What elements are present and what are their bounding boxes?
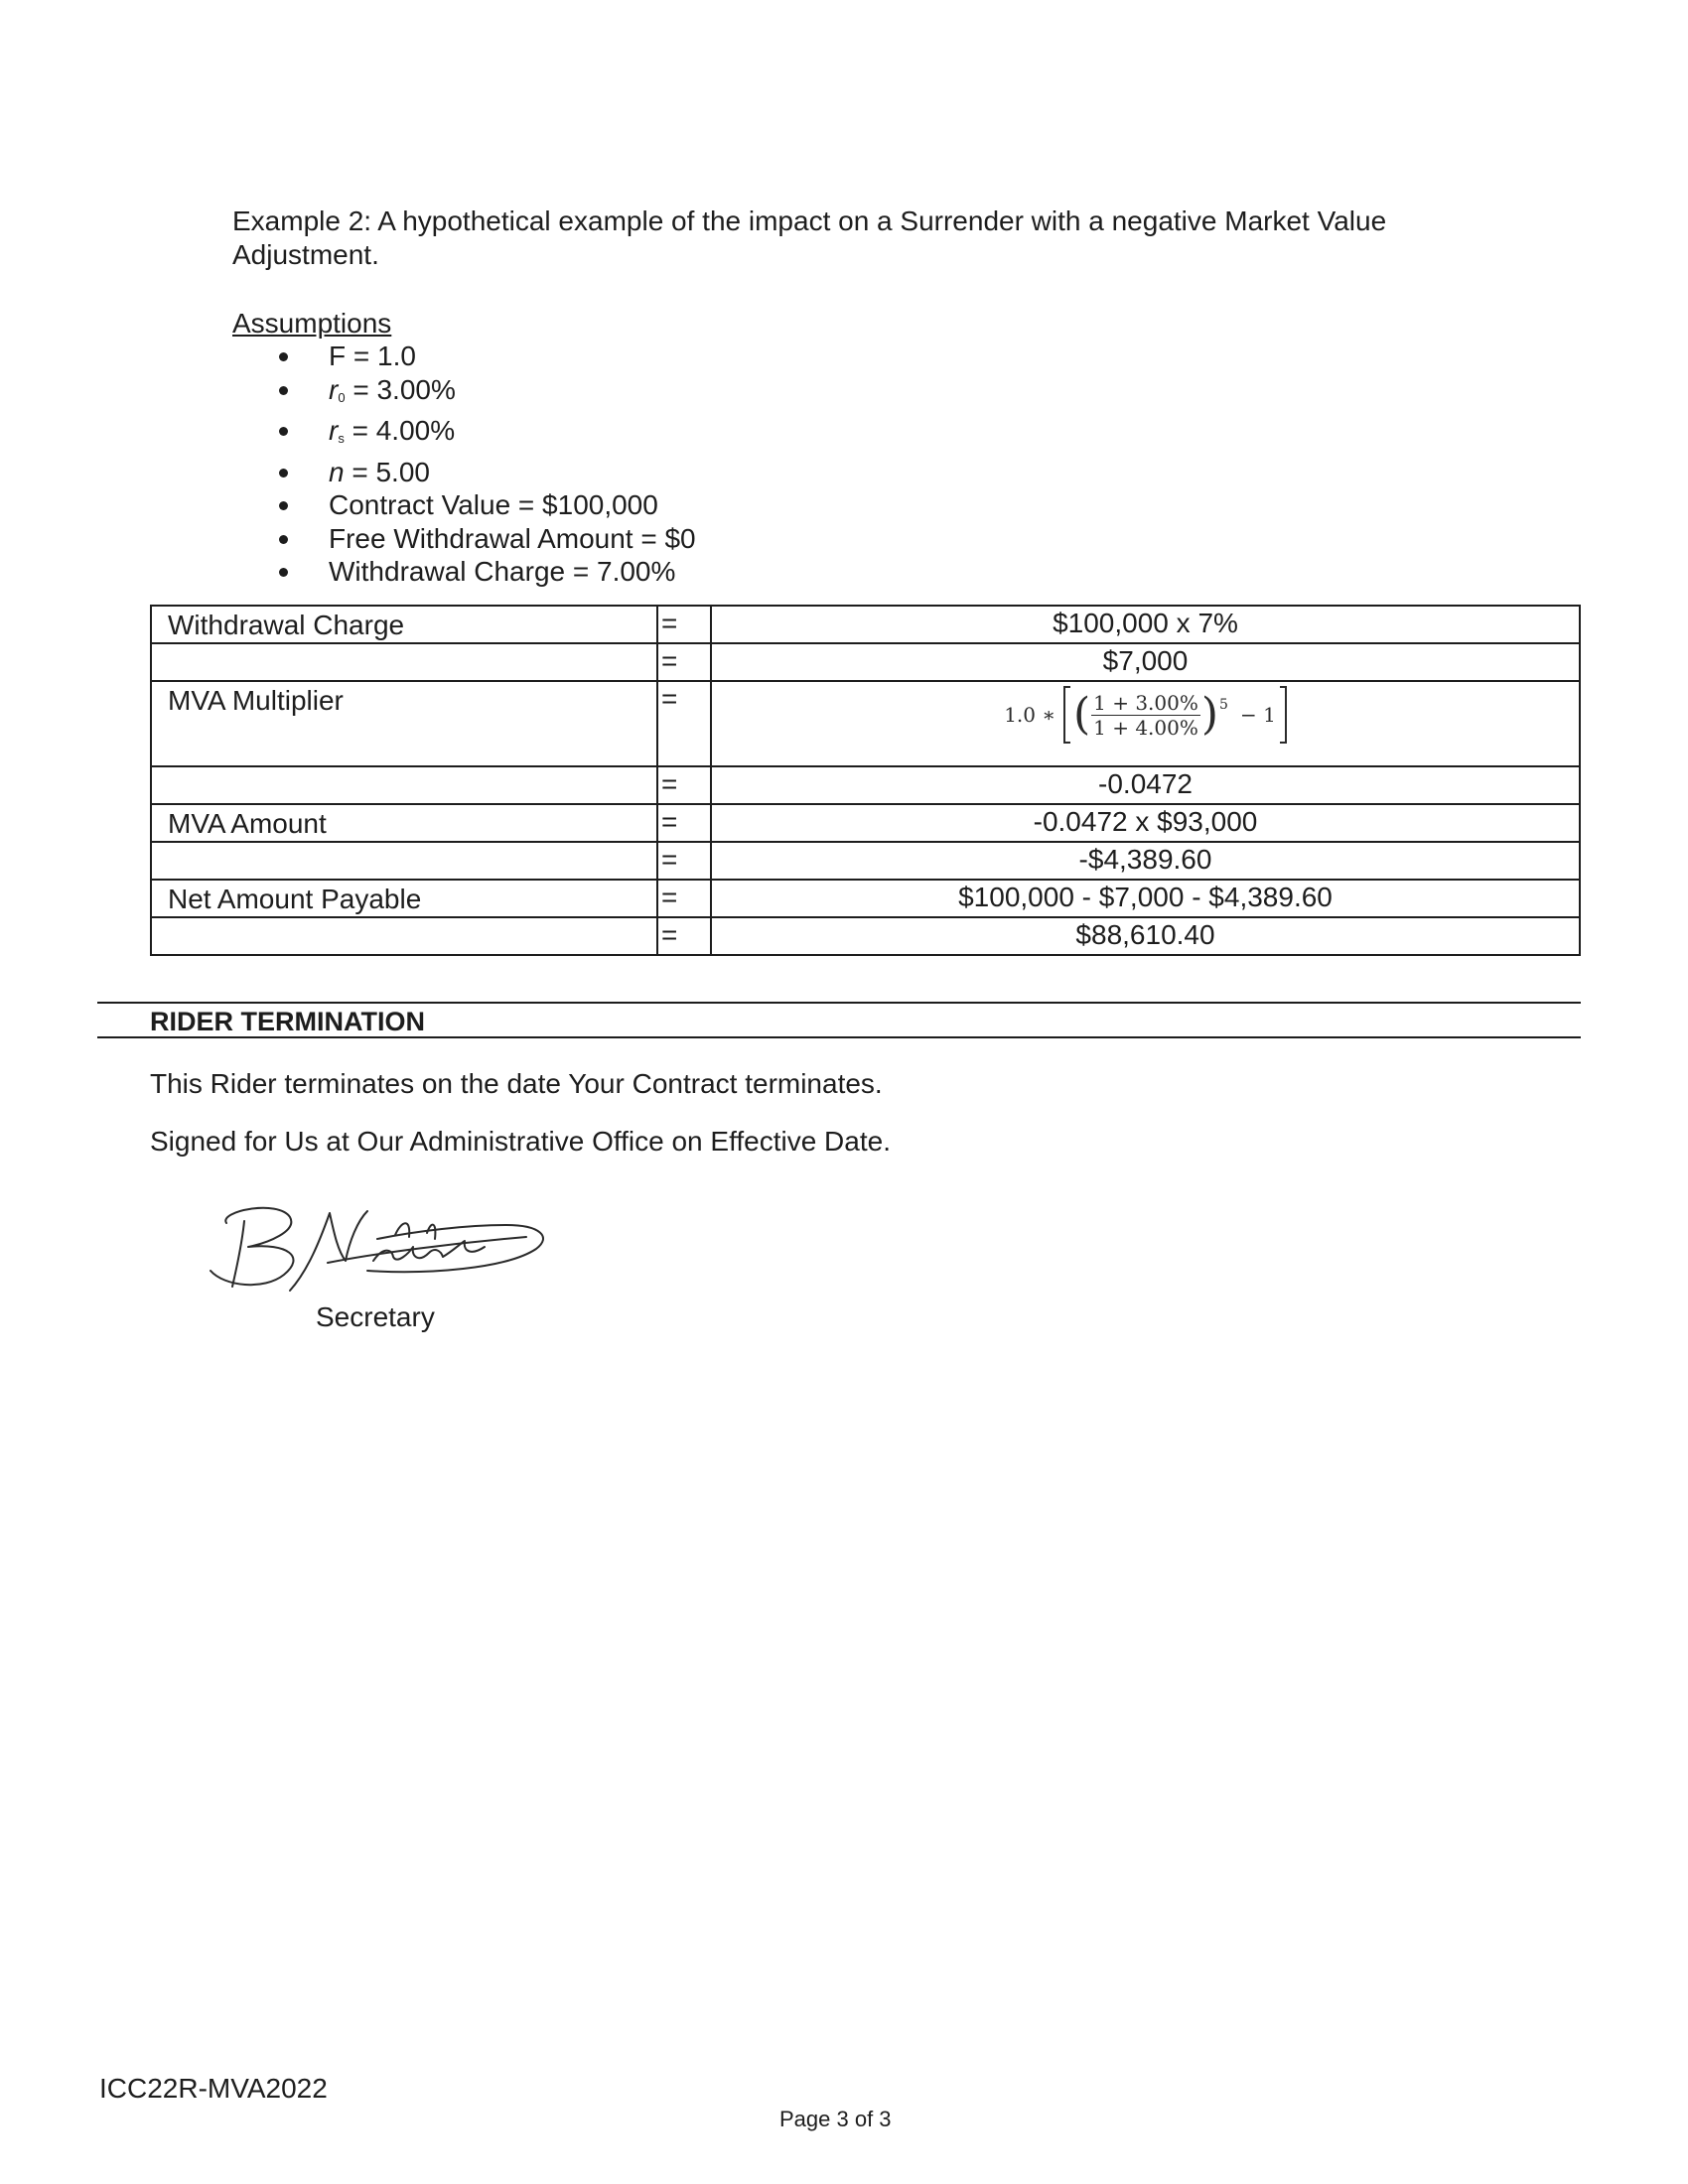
- bullet-icon: [279, 427, 288, 436]
- row-value: $100,000 x 7%: [711, 606, 1580, 643]
- row-value: -$4,389.60: [711, 842, 1580, 880]
- list-item: Withdrawal Charge = 7.00%: [232, 555, 696, 589]
- equals-cell: =: [657, 681, 711, 766]
- section-rule-top: [97, 1002, 1581, 1004]
- bullet-icon: [279, 568, 288, 577]
- termination-paragraph: This Rider terminates on the date Your Contract terminates.: [150, 1068, 883, 1099]
- table-row: [151, 766, 1580, 804]
- table-row: [151, 804, 1580, 842]
- assumptions-title: Assumptions: [232, 308, 392, 339]
- list-item: F = 1.0: [232, 340, 696, 373]
- bullet-icon: [279, 501, 288, 510]
- row-label: MVA Multiplier: [151, 681, 657, 766]
- table-row: [151, 681, 1580, 766]
- table-row: [151, 880, 1580, 917]
- table-row: [151, 917, 1580, 955]
- mva-formula: [1004, 686, 1287, 744]
- formula-coefficient: 1.0 ∗: [1004, 703, 1055, 727]
- right-paren-icon: ): [1200, 689, 1219, 740]
- mva-formula-cell: [711, 681, 1580, 766]
- row-label: Withdrawal Charge: [151, 606, 657, 643]
- left-paren-icon: (: [1072, 689, 1091, 740]
- row-label: [151, 766, 657, 804]
- row-label: Net Amount Payable: [151, 880, 657, 917]
- row-value: $7,000: [711, 643, 1580, 681]
- example-intro: Example 2: A hypothetical example of the impact on a Surrender with a negative Market Value Adjustment.: [232, 205, 1387, 270]
- equals-cell: =: [657, 606, 711, 643]
- list-item: $r_s = 4.00\%$: [232, 414, 696, 456]
- row-label: [151, 643, 657, 681]
- row-value: $88,610.40: [711, 917, 1580, 955]
- row-label: [151, 917, 657, 955]
- signed-paragraph: Signed for Us at Our Administrative Office on Effective Date.: [150, 1126, 891, 1157]
- signature-image: [199, 1191, 556, 1310]
- right-bracket-icon: [1280, 686, 1287, 744]
- row-label: MVA Amount: [151, 804, 657, 842]
- row-value: -0.0472 x $93,000: [711, 804, 1580, 842]
- row-value: $100,000 - $7,000 - $4,389.60: [711, 880, 1580, 917]
- equals-cell: =: [657, 842, 711, 880]
- list-item: n = 5.00: [232, 456, 696, 489]
- bullet-icon: [279, 352, 288, 361]
- row-label: [151, 842, 657, 880]
- formula-denominator: 1 + 4.00%: [1093, 715, 1198, 740]
- section-rule-bottom: [97, 1036, 1581, 1038]
- formula-exponent: 5: [1219, 697, 1228, 713]
- equals-cell: =: [657, 917, 711, 955]
- equals-cell: =: [657, 880, 711, 917]
- equals-cell: =: [657, 643, 711, 681]
- bullet-icon: [279, 535, 288, 544]
- table-row: [151, 643, 1580, 681]
- formula-fraction: [1091, 691, 1200, 740]
- list-item: $r_0 = 3.00\%$: [232, 373, 696, 415]
- list-item: Free Withdrawal Amount = $0: [232, 522, 696, 556]
- table-row: [151, 842, 1580, 880]
- page-number: Page 3 of 3: [779, 2107, 892, 2131]
- formula-minus-one: − 1: [1239, 703, 1276, 727]
- mva-calculation-table: [150, 605, 1581, 956]
- signature-caption: Secretary: [316, 1301, 435, 1332]
- left-bracket-icon: [1063, 686, 1070, 744]
- table-row: [151, 606, 1580, 643]
- list-item: Contract Value = $100,000: [232, 488, 696, 522]
- bullet-icon: [279, 386, 288, 395]
- equals-cell: =: [657, 804, 711, 842]
- bullet-icon: [279, 469, 288, 478]
- form-code: ICC22R-MVA2022: [99, 2073, 328, 2104]
- assumptions-list: [232, 340, 696, 589]
- equals-cell: =: [657, 766, 711, 804]
- row-value: -0.0472: [711, 766, 1580, 804]
- section-heading: RIDER TERMINATION: [150, 1007, 425, 1036]
- formula-numerator: 1 + 3.00%: [1093, 690, 1198, 715]
